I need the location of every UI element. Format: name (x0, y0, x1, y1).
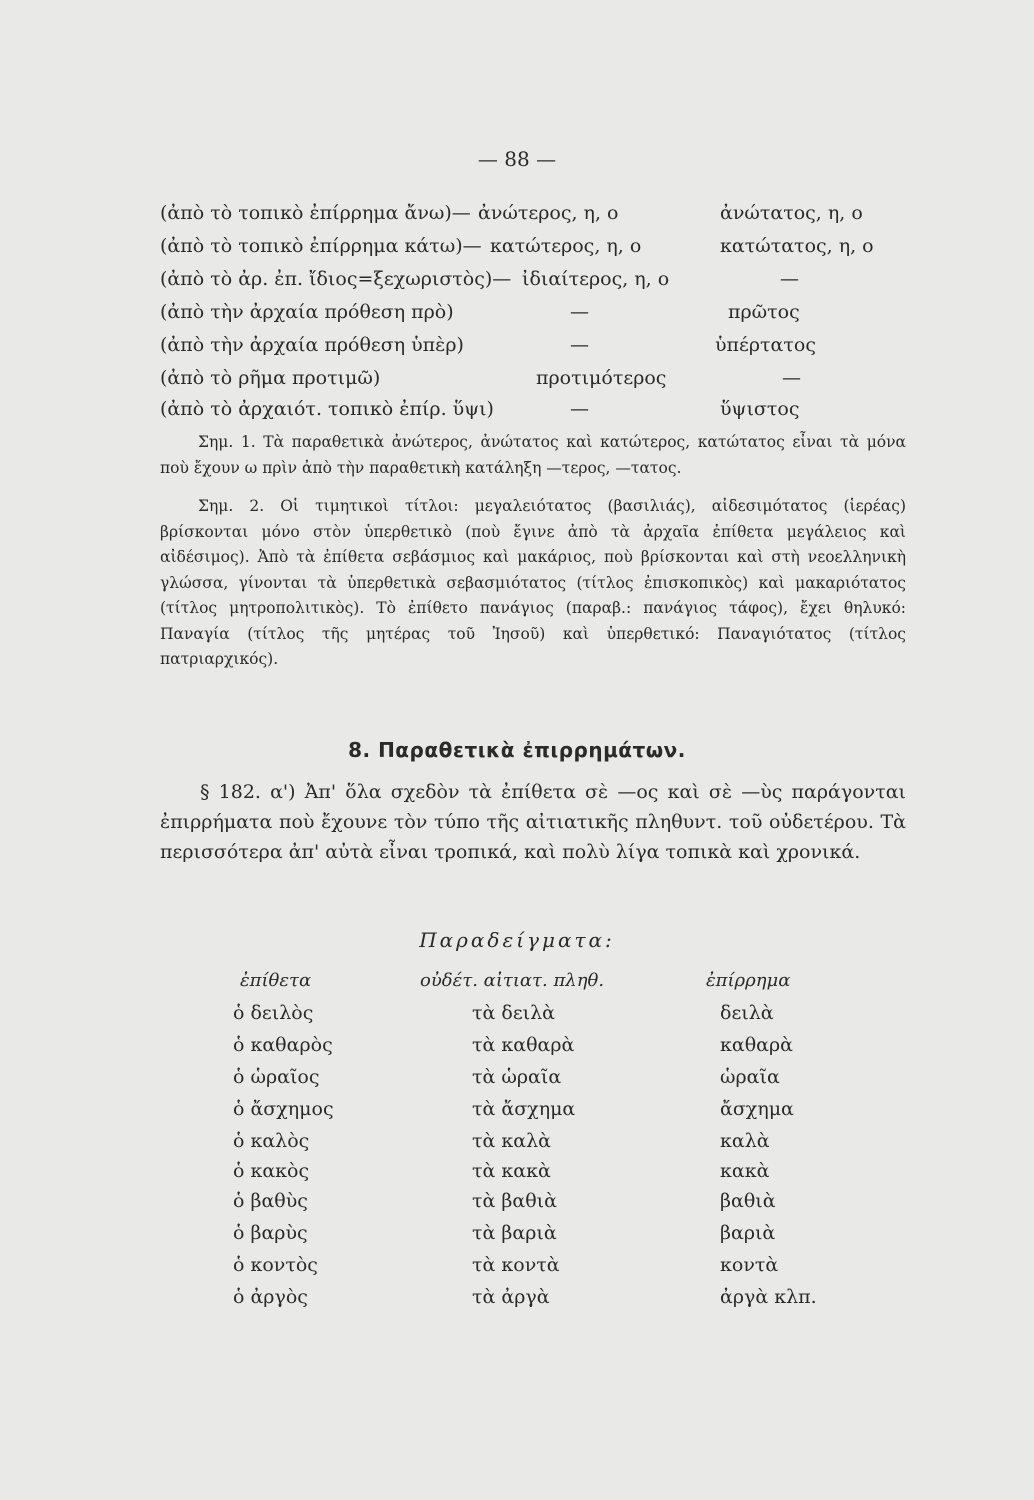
row-superlative: — (780, 268, 799, 290)
table-row (0, 1222, 1034, 1250)
row-source: (ἀπὸ τὴν ἀρχαία πρόθεση ὑπὲρ) (160, 334, 464, 356)
cell-adjective: ὁ ὡραῖος (233, 1066, 320, 1088)
header-neuter-accusative: οὐδέτ. αἰτιατ. πληθ. (420, 970, 605, 991)
row-superlative: — (782, 367, 801, 389)
cell-adjective: ὁ κακὸς (233, 1160, 310, 1182)
cell-adverb: ὡραῖα (720, 1066, 780, 1088)
header-adjectives: ἐπίθετα (240, 970, 312, 991)
cell-adjective: ὁ κοντὸς (233, 1254, 318, 1276)
row-superlative: πρῶτος (728, 301, 800, 323)
table-row (0, 1160, 1034, 1188)
table-row (0, 1286, 1034, 1314)
row-comparative: ἀνώτερος, η, ο (478, 202, 619, 224)
paragraph-block (160, 777, 906, 867)
cell-adjective: ὁ ἄσχημος (233, 1098, 334, 1120)
cell-adjective: ὁ καλὸς (233, 1130, 310, 1152)
cell-adverb: καθαρὰ (720, 1034, 793, 1056)
page-number: — 88 — (477, 147, 557, 171)
table-row (0, 1130, 1034, 1158)
table-row (0, 1098, 1034, 1126)
cell-neuter: τὰ δειλὰ (472, 1002, 555, 1024)
cell-adverb: ἄσχημα (720, 1098, 794, 1120)
row-source: (ἀπὸ τὸ ρῆμα προτιμῶ) (160, 367, 381, 389)
note-1: Σημ. 1. Τὰ παραθετικὰ ἀνώτερος, ἀνώτατος καὶ κατώτερος, κατώτατος εἶναι τὰ μόνα ποὺ ἔχουν ω πρὶν ἀπὸ τὴν παραθετικὴ κατάληξη —τερος, —τατος. (160, 433, 906, 477)
row-superlative: κατώτατος, η, ο (720, 235, 874, 257)
cell-adverb: καλὰ (720, 1130, 770, 1152)
cell-neuter: τὰ καθαρὰ (472, 1034, 575, 1056)
row-source: (ἀπὸ τὸ τοπικὸ ἐπίρρημα κάτω)— (160, 235, 482, 257)
examples-title: Παραδείγματα: (419, 928, 615, 952)
row-comparative: κατώτερος, η, ο (490, 235, 642, 257)
table-row (0, 1034, 1034, 1062)
section-heading: 8. Παραθετικὰ ἐπιρρημάτων. (348, 738, 686, 762)
row-comparative: — (570, 398, 589, 420)
cell-neuter: τὰ κακὰ (472, 1160, 551, 1182)
cell-adverb: βαριὰ (720, 1222, 776, 1244)
table-row (0, 1254, 1034, 1282)
row-comparative: — (570, 301, 589, 323)
row-source: (ἀπὸ τὴν ἀρχαία πρόθεση πρὸ) (160, 301, 454, 323)
table-row (0, 1190, 1034, 1218)
cell-adjective: ὁ δειλὸς (233, 1002, 314, 1024)
cell-neuter: τὰ βαθιὰ (472, 1190, 557, 1212)
cell-adjective: ὁ βαρὺς (233, 1222, 308, 1244)
cell-neuter: τὰ ἀργὰ (472, 1286, 550, 1308)
cell-adverb: κοντὰ (720, 1254, 779, 1276)
cell-neuter: τὰ ὡραῖα (472, 1066, 562, 1088)
cell-neuter: τὰ βαριὰ (472, 1222, 557, 1244)
cell-adjective: ὁ βαθὺς (233, 1190, 308, 1212)
cell-adverb: κακὰ (720, 1160, 770, 1182)
table-row (0, 1002, 1034, 1030)
notes-block (160, 430, 906, 673)
cell-adverb: δειλὰ (720, 1002, 774, 1024)
row-superlative: ἀνώτατος, η, ο (720, 202, 863, 224)
paragraph-182: § 182. α') Ἀπ' ὅλα σχεδὸν τὰ ἐπίθετα σὲ —ος καὶ σὲ —ὺς παράγονται ἐπιρρήματα ποὺ ἔχουνε τὸν τύπο τῆς αἰτιατικῆς πληθυντ. τοῦ οὐδετέρου. Τὰ περισσότερα ἀπ' αὐτὰ εἶναι τροπικά, καὶ πολὺ λίγα τοπικὰ καὶ χρονικά. (160, 781, 906, 863)
cell-adjective: ὁ ἀργὸς (233, 1286, 308, 1308)
row-comparative: προτιμότερος (536, 367, 667, 389)
row-superlative: ὑπέρτατος (715, 334, 816, 356)
row-source: (ἀπὸ τὸ ἀρ. ἐπ. ἴδιος=ξεχωριστὸς)— (160, 268, 512, 290)
row-comparative: ἰδιαίτερος, η, ο (522, 268, 670, 290)
header-adverb: ἐπίρρημα (706, 970, 791, 991)
row-source: (ἀπὸ τὸ ἀρχαιότ. τοπικὸ ἐπίρ. ὕψι) (160, 398, 494, 420)
cell-neuter: τὰ κοντὰ (472, 1254, 560, 1276)
row-superlative: ὕψιστος (720, 398, 800, 420)
cell-adjective: ὁ καθαρὸς (233, 1034, 333, 1056)
note-2: Σημ. 2. Οἱ τιμητικοὶ τίτλοι: μεγαλειότατος (βασιλιάς), αἰδεσιμότατος (ἱερέας) βρίσκονται μόνο στὸν ὑπερθετικὸ (ποὺ ἔγινε ἀπὸ τὰ ἀρχαῖα ἐπίθετα μεγάλειος καὶ αἰδέσιμος). Ἀπὸ τὰ ἐπίθετα σεβάσμιος καὶ μακάριος, ποὺ βρίσκονται καὶ στὴ νεοελληνικὴ γλώσσα, γίνονται τὰ ὑπερθετικὰ σεβασμιότατος (τίτλος ἐπισκοπικὸς) καὶ μακαριότατος (τίτλος μητροπολιτικὸς). Τὸ ἐπίθετο πανάγιος (παραβ.: πανάγιος τάφος), ἔχει θηλυκό: Παναγία (τίτλος τῆς μητέρας τοῦ Ἰησοῦ) καὶ ὑπερθετικό: Παναγιότατος (τίτλος πατριαρχικός). (160, 497, 906, 668)
row-comparative: — (570, 334, 589, 356)
cell-neuter: τὰ ἄσχημα (472, 1098, 576, 1120)
table-row (0, 1066, 1034, 1094)
cell-adverb: βαθιὰ (720, 1190, 776, 1212)
cell-neuter: τὰ καλὰ (472, 1130, 551, 1152)
cell-adverb: ἀργὰ κλπ. (720, 1286, 817, 1308)
row-source: (ἀπὸ τὸ τοπικὸ ἐπίρρημα ἄνω)— (160, 202, 471, 224)
